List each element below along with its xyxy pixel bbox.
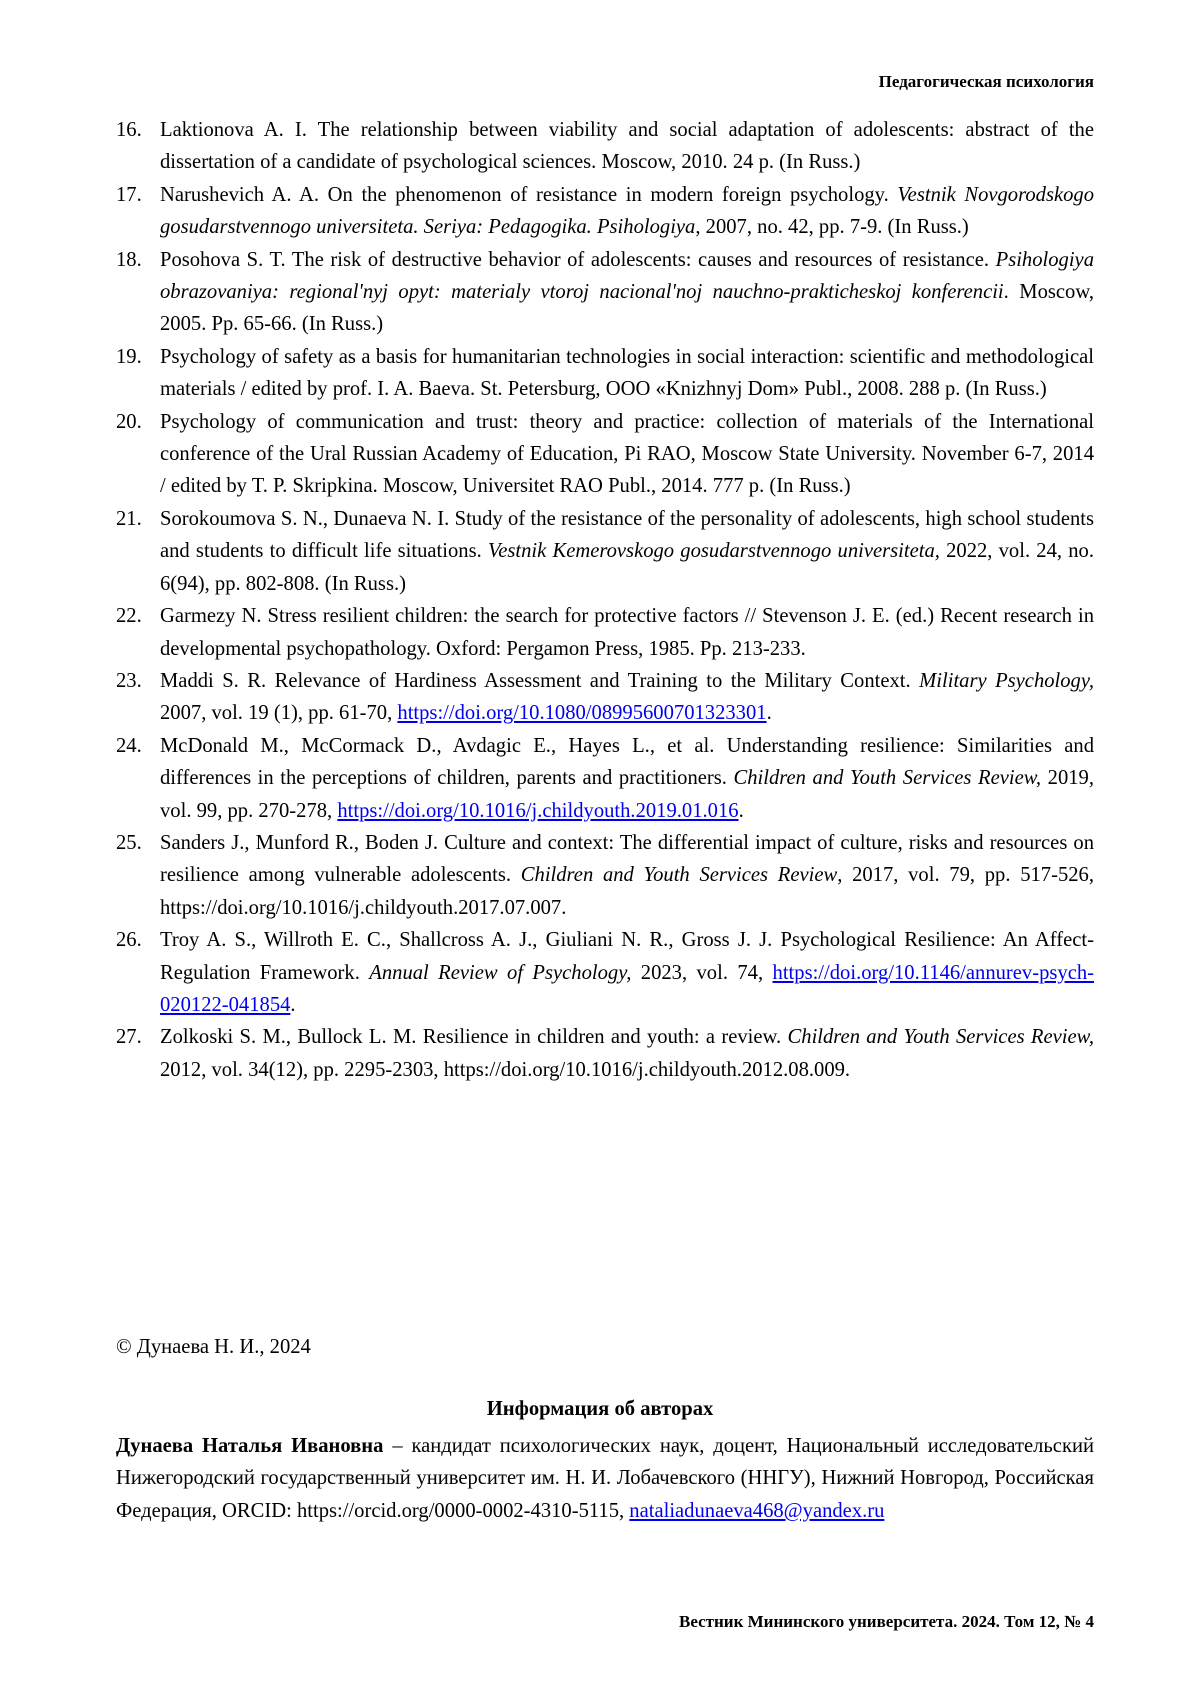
author-description: – кандидат психологических наук, доцент, Национальный исследовательский Нижегородский государственный университет им. Н. И. Лобачевского (ННГУ), Нижний Новгород, Российская Федерация, ORCID: https://orcid.org/0000-0002-4310-5115, [116, 1435, 1094, 1522]
reference-number: 24. [116, 734, 142, 757]
reference-text: Maddi S. R. Relevance of Hardiness Assessment and Training to the Military Context. [160, 669, 920, 692]
reference-text: Psychology of communication and trust: theory and practice: collection of materials of the International conference of the Ural Russian Academy of Education, Pi RAO, Moscow State University. November 6-7, 2014 / edited by T. P. Skripkina. Moscow, Universitet RAO Publ., 2014. 777 p. (In Russ.) [160, 410, 1094, 498]
reference-source-title: Children and Youth Services Review [520, 864, 838, 887]
reference-text: Sorokoumova S. N., Dunaeva N. I. Study of the resistance of the personality of adolescents, high school students and students to difficult life situations. [160, 507, 1094, 563]
reference-number: 17. [116, 183, 142, 206]
reference-item [116, 179, 1094, 244]
reference-number: 16. [116, 119, 142, 141]
reference-text: . [766, 702, 772, 725]
doi-link[interactable]: https://doi.org/10.1080/08995600701323301 [397, 702, 767, 725]
reference-item [116, 341, 1094, 406]
reference-item [116, 1021, 1094, 1086]
author-email-link[interactable]: nataliadunaeva468@yandex.ru [629, 1499, 885, 1522]
reference-source-title: Psihologiya obrazovaniya: regional'nyj opyt: materialy vtoroj nacional'noj nauchno-prakticheskoj konferencii [160, 248, 1094, 304]
reference-number: 26. [116, 929, 142, 952]
reference-source-title: Vestnik Novgorodskogo gosudarstvennogo universiteta. Seriya: Pedagogika. Psihologiya [160, 183, 1094, 239]
reference-number: 20. [116, 410, 142, 433]
reference-number: 21. [116, 507, 142, 530]
reference-source-title: Children and Youth Services Review, [787, 1026, 1094, 1049]
reference-item [116, 665, 1094, 730]
reference-text: Laktionova A. I. The relationship between viability and social adaptation of adolescents: abstract of the dissertation of a candidate of psychological sciences. Moscow, 2010. 24 p. (In Russ.) [160, 119, 1094, 174]
reference-number: 25. [116, 831, 142, 854]
copyright-notice: © Дунаева Н. И., 2024 [116, 1336, 311, 1358]
author-info [116, 1430, 1094, 1527]
running-footer: Вестник Мининского университета. 2024. Том 12, № 4 [679, 1612, 1094, 1631]
reference-text: 2023, vol. 74, [631, 961, 773, 984]
author-name: Дунаева Наталья Ивановна [116, 1435, 384, 1457]
reference-source-title: Vestnik Kemerovskogo gosudarstvennogo universiteta, [487, 540, 940, 563]
reference-number: 18. [116, 248, 142, 271]
reference-number: 23. [116, 669, 142, 692]
reference-item [116, 600, 1094, 665]
reference-text: 2022, vol. 24, no. 6(94), pp. 802-808. (In Russ.) [160, 540, 1094, 595]
reference-text: . [290, 993, 296, 1016]
reference-source-title: Annual Review of Psychology, [369, 961, 632, 984]
reference-item [116, 406, 1094, 503]
reference-text: . Moscow, 2005. Pp. 65-66. (In Russ.) [160, 281, 1095, 336]
reference-text: 2019, vol. 99, pp. 270-278, [160, 767, 1094, 822]
reference-item [116, 924, 1094, 1021]
reference-number: 19. [116, 345, 142, 368]
reference-text: , 2017, vol. 79, pp. 517-526, https://doi.org/10.1016/j.childyouth.2017.07.007. [160, 864, 1094, 919]
reference-source-title: Children and Youth Services Review, [733, 767, 1042, 790]
reference-text: 2007, vol. 19 (1), pp. 61-70, [160, 702, 398, 725]
reference-text: Garmezy N. Stress resilient children: the search for protective factors // Stevenson J. E. (ed.) Recent research in developmental psychopathology. Oxford: Pergamon Press, 1985. Pp. 213-233. [160, 605, 1094, 660]
reference-text: Zolkoski S. M., Bullock L. M. Resilience in children and youth: a review. [160, 1026, 788, 1049]
reference-text: McDonald M., McCormack D., Avdagic E., Hayes L., et al. Understanding resilience: Similarities and differences in the perceptions of children, parents and practitioners. [160, 734, 1094, 790]
doi-link[interactable]: https://doi.org/10.1016/j.childyouth.2019.01.016 [337, 799, 739, 822]
running-header: Педагогическая психология [878, 72, 1094, 91]
reference-item [116, 244, 1094, 341]
reference-text: 2012, vol. 34(12), pp. 2295-2303, https://doi.org/10.1016/j.childyouth.2012.08.009. [160, 1058, 851, 1081]
reference-number: 22. [116, 605, 142, 628]
reference-source-title: Military Psychology, [919, 669, 1095, 692]
author-info-heading: Информация об авторах [486, 1398, 714, 1420]
reference-list [116, 114, 1094, 1086]
reference-text: Sanders J., Munford R., Boden J. Culture and context: The differential impact of culture, risks and resources on resilience among vulnerable adolescents. [160, 831, 1094, 887]
reference-text: . [738, 799, 744, 822]
reference-item [116, 827, 1094, 924]
reference-text: , 2007, no. 42, pp. 7-9. (In Russ.) [695, 216, 969, 239]
reference-item [116, 114, 1094, 179]
reference-text: Psychology of safety as a basis for humanitarian technologies in social interaction: scientific and methodological materials / edited by prof. I. A. Baeva. St. Petersburg, OOO «Knizhnyj Dom» Publ., 2008. 288 p. (In Russ.) [160, 345, 1094, 401]
reference-text: Narushevich A. A. On the phenomenon of resistance in modern foreign psychology. [160, 183, 898, 206]
reference-text: Troy A. S., Willroth E. C., Shallcross A. J., Giuliani N. R., Gross J. J. Psychological Resilience: An Affect-Regulation Framework. [160, 929, 1094, 984]
reference-text: Posohova S. T. The risk of destructive behavior of adolescents: causes and resources of resistance. [160, 248, 996, 271]
doi-link[interactable]: https://doi.org/10.1146/annurev-psych-020122-041854 [160, 961, 1094, 1016]
reference-item [116, 730, 1094, 827]
reference-item [116, 503, 1094, 600]
reference-number: 27. [116, 1026, 142, 1049]
